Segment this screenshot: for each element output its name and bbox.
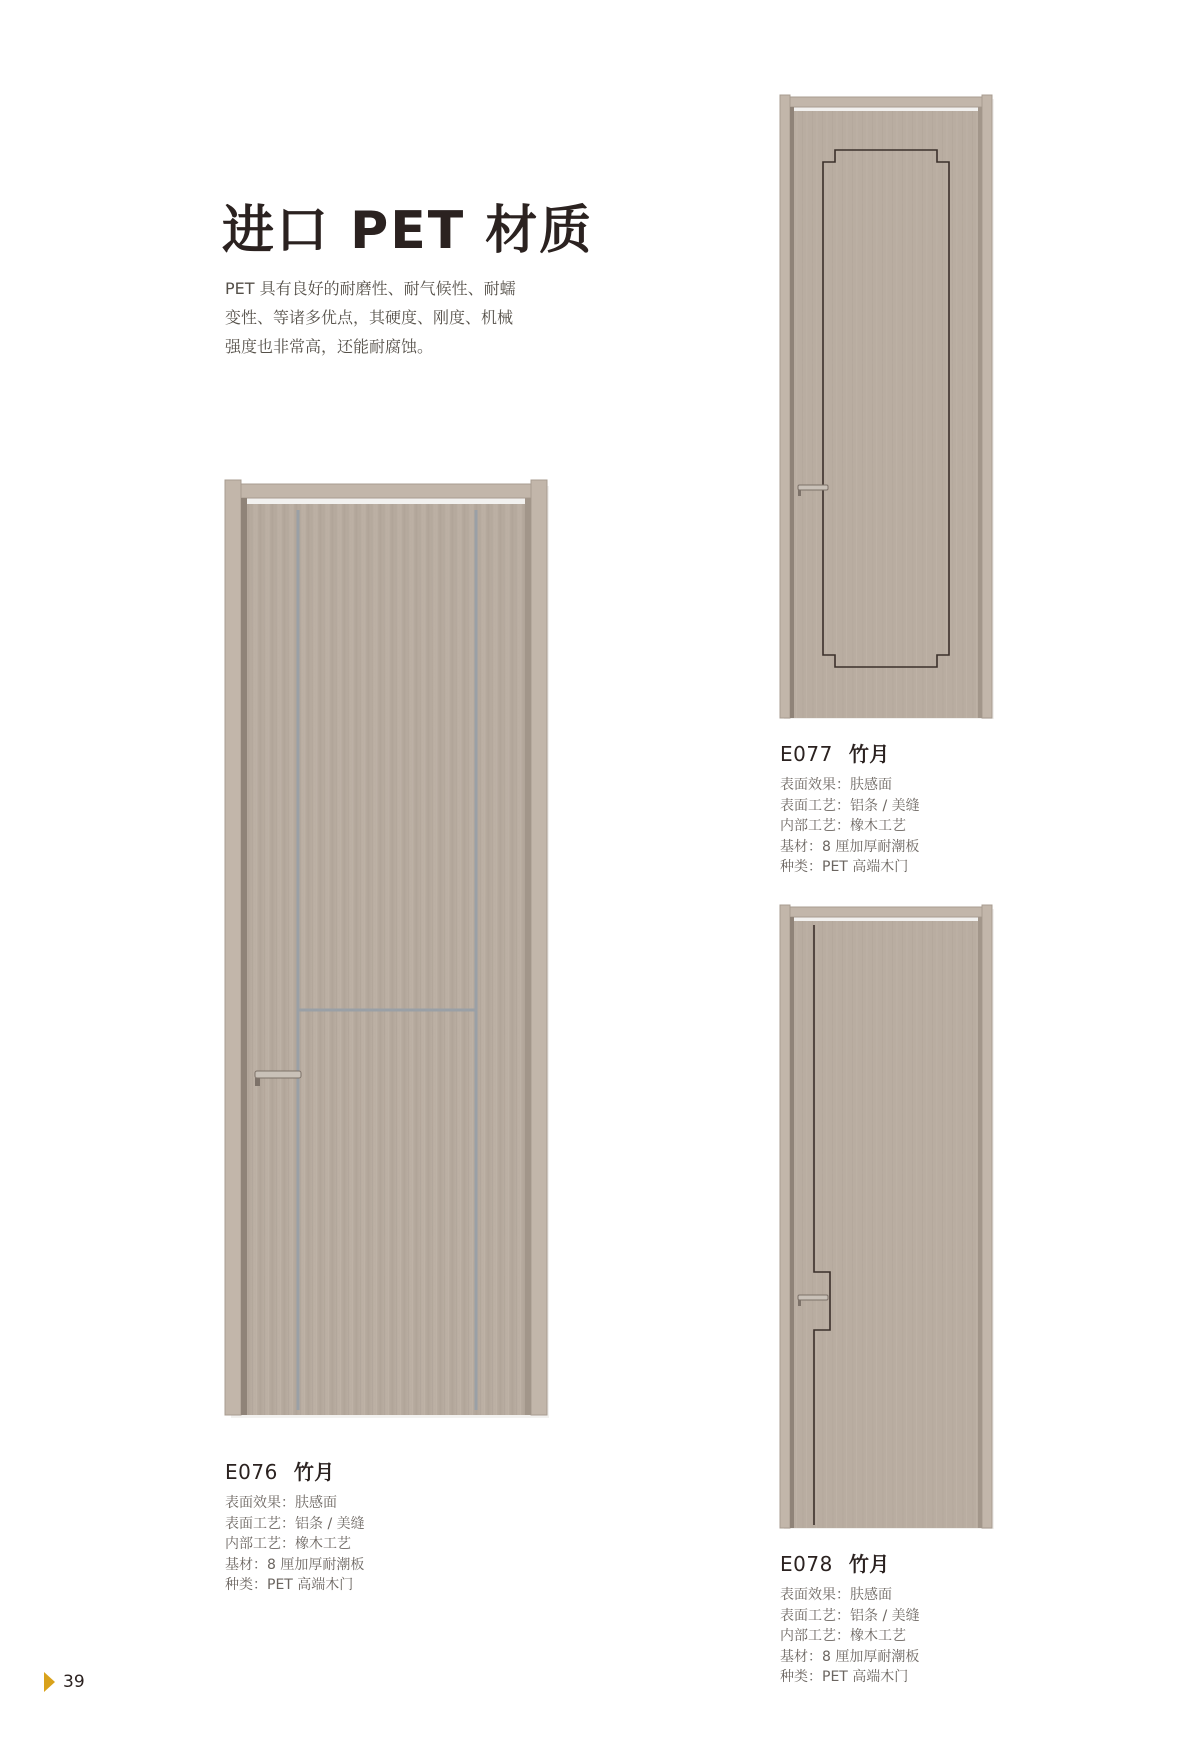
product-spec-e077 [780,738,920,878]
intro-line: 变性、等诸多优点，其硬度、刚度、机械 [225,308,514,327]
page-title: 进口 PET 材质 [222,201,594,261]
product-name: 竹月 [848,742,890,766]
door-image-e076 [225,480,547,1415]
spec-row: 表面工艺：铝条 / 美缝 [780,797,920,814]
product-model [780,1548,920,1577]
spec-row: 基材：8 厘加厚耐潮板 [780,838,920,855]
page-number: 39 [63,1672,85,1692]
product-model [780,738,920,767]
product-code: E077 [780,742,833,766]
spec-row: 内部工艺：橡木工艺 [780,1628,906,1644]
spec-row: 表面工艺：铝条 / 美缝 [225,1515,365,1532]
spec-row: 种类：PET 高端木门 [780,1669,909,1685]
product-name: 竹月 [848,1552,890,1576]
product-model [225,1456,365,1485]
door-image-e078 [780,905,992,1528]
spec-row: 种类：PET 高端木门 [780,859,909,875]
intro-paragraph [225,274,545,361]
intro-line: 强度也非常高，还能耐腐蚀。 [225,337,434,356]
product-code: E078 [780,1552,833,1576]
product-code: E076 [225,1460,278,1484]
product-spec-e078 [780,1548,920,1688]
spec-row: 种类：PET 高端木门 [225,1577,354,1593]
spec-row: 表面效果：肤感面 [780,777,892,793]
spec-row: 表面效果：肤感面 [780,1587,892,1603]
product-spec-e076 [225,1456,365,1596]
spec-row: 基材：8 厘加厚耐潮板 [780,1648,920,1665]
product-name: 竹月 [293,1460,335,1484]
spec-row: 表面工艺：铝条 / 美缝 [780,1607,920,1624]
triangle-marker-icon [44,1672,55,1692]
door-image-e077 [780,95,992,718]
spec-row: 基材：8 厘加厚耐潮板 [225,1556,365,1573]
intro-line: PET 具有良好的耐磨性、耐气候性、耐蠕 [225,279,516,298]
spec-row: 内部工艺：橡木工艺 [225,1536,351,1552]
spec-row: 表面效果：肤感面 [225,1495,337,1511]
spec-row: 内部工艺：橡木工艺 [780,818,906,834]
page-number-block [44,1672,85,1692]
